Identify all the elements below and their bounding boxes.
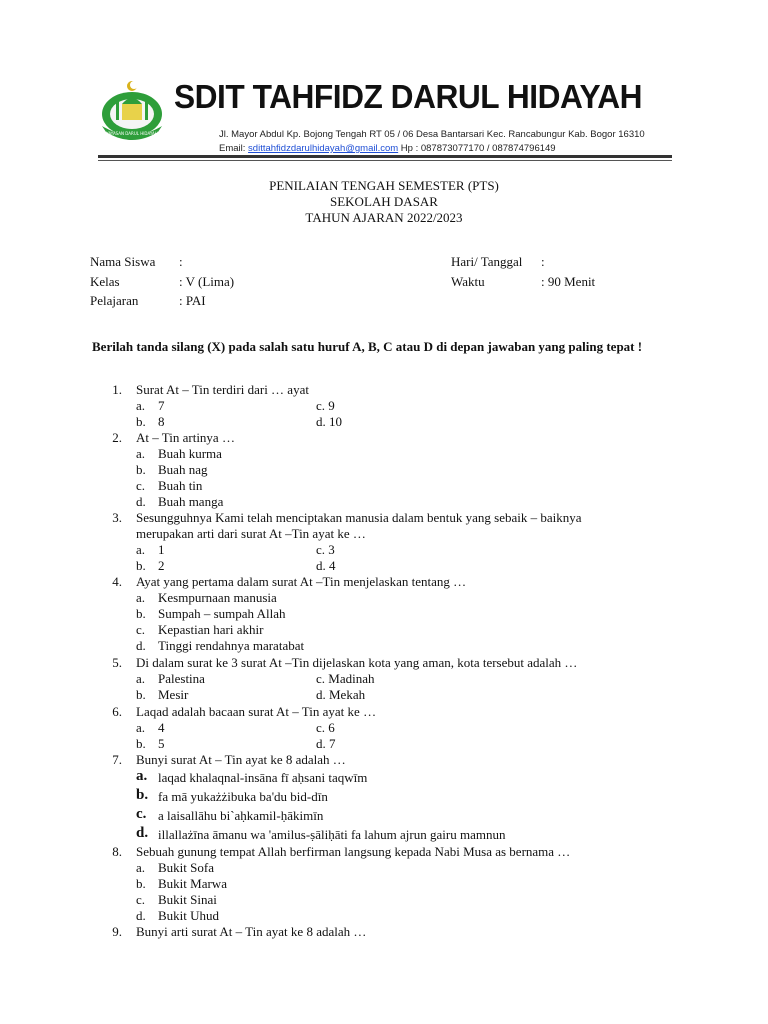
question-number: 4. — [112, 574, 122, 589]
header-divider-thin — [98, 160, 672, 161]
question-text: Di dalam surat ke 3 surat At –Tin dijelaskan kota yang aman, kota tersebut adalah … — [136, 655, 578, 670]
question-text: Ayat yang pertama dalam surat At –Tin menjelaskan tentang … — [136, 574, 467, 589]
option-text: 7 — [158, 398, 165, 413]
school-level: SEKOLAH DASAR — [330, 194, 438, 209]
option-letter-text[interactable] — [316, 414, 342, 430]
option-letter-text[interactable] — [316, 558, 336, 574]
question-number: 8. — [112, 844, 122, 859]
option-text: 4 — [158, 720, 165, 735]
option-letter-text[interactable] — [316, 671, 375, 687]
letterhead — [98, 70, 678, 160]
option-letter[interactable]: d. — [316, 558, 326, 573]
nama-value[interactable]: : — [179, 254, 183, 269]
kelas-value: : V (Lima) — [179, 274, 235, 289]
option-text: Kesmpurnaan manusia — [158, 590, 277, 605]
option-letter[interactable]: c. — [136, 806, 147, 822]
option-text: Buah manga — [158, 494, 224, 509]
question-number: 6. — [112, 704, 122, 719]
question-text: At – Tin artinya … — [136, 430, 235, 445]
option-text: Mekah — [329, 687, 366, 702]
option-letter[interactable]: a. — [136, 720, 146, 735]
option-text: illallażīna āmanu wa 'amilus-ṣāliḥāti fa lahum ajrun gairu mamnun — [158, 827, 506, 842]
option-text: Tinggi rendahnya maratabat — [158, 638, 305, 653]
option-letter[interactable]: a. — [136, 768, 148, 784]
option-letter[interactable]: a. — [136, 398, 146, 413]
option-text: 10 — [329, 414, 342, 429]
question-text: Sebuah gunung tempat Allah berfirman langsung kepada Nabi Musa as bernama … — [136, 844, 571, 859]
option-text: Bukit Marwa — [158, 876, 227, 891]
option-text: Sumpah – sumpah Allah — [158, 606, 286, 621]
question-text: Bunyi arti surat At – Tin ayat ke 8 adalah … — [136, 924, 367, 939]
option-text: Buah kurma — [158, 446, 222, 461]
email-label: Email: — [219, 143, 246, 154]
option-text: 6 — [328, 720, 335, 735]
option-text: 7 — [329, 736, 336, 751]
option-text: a laisallāhu bi`aḥkamil-ḥākimīn — [158, 808, 324, 823]
option-letter-text[interactable] — [316, 720, 335, 736]
option-text: 9 — [328, 398, 335, 413]
option-text: Kepastian hari akhir — [158, 622, 264, 637]
waktu-value: : 90 Menit — [541, 274, 596, 289]
option-text: 2 — [158, 558, 165, 573]
option-letter[interactable]: a. — [136, 671, 146, 686]
option-text: Buah nag — [158, 462, 208, 477]
option-letter[interactable]: d. — [316, 736, 326, 751]
option-letter[interactable]: b. — [136, 787, 149, 803]
option-text: Bukit Uhud — [158, 908, 220, 923]
option-letter-text[interactable] — [316, 542, 335, 558]
option-letter[interactable]: c. — [316, 398, 326, 413]
option-letter[interactable]: b. — [136, 558, 146, 573]
question-number: 9. — [112, 924, 122, 939]
question-number: 1. — [112, 382, 122, 397]
option-letter[interactable]: c. — [316, 542, 326, 557]
option-text: Mesir — [158, 687, 189, 702]
pelajaran-value: : PAI — [179, 293, 206, 308]
option-letter[interactable]: d. — [316, 687, 326, 702]
option-letter[interactable]: d. — [136, 908, 146, 923]
option-letter-text[interactable] — [316, 398, 335, 414]
option-letter[interactable]: b. — [136, 462, 146, 477]
option-text: 4 — [329, 558, 336, 573]
question-text-continued: merupakan arti dari surat At –Tin ayat ke … — [136, 526, 366, 541]
question-number: 3. — [112, 510, 122, 525]
question-text: Bunyi surat At – Tin ayat ke 8 adalah … — [136, 752, 346, 767]
header-divider-thick — [98, 155, 672, 158]
option-letter[interactable]: d. — [136, 494, 146, 509]
school-contact — [219, 143, 556, 154]
option-letter[interactable]: b. — [136, 606, 146, 621]
academic-year: TAHUN AJARAN 2022/2023 — [305, 210, 463, 225]
logo-ribbon-text: YAYASAN DARUL HIDAYAH — [106, 131, 158, 136]
phone-text: Hp : 087873077170 / 087874796149 — [400, 143, 556, 154]
email-link[interactable]: sdittahfidzdarulhidayah@gmail.com — [248, 143, 399, 154]
option-letter-text[interactable] — [316, 687, 365, 703]
question-text: Laqad adalah bacaan surat At – Tin ayat ke … — [136, 704, 377, 719]
question-text: Sesungguhnya Kami telah menciptakan manusia dalam bentuk yang sebaik – baiknya — [136, 510, 582, 525]
option-letter[interactable]: c. — [136, 622, 146, 637]
option-text: 5 — [158, 736, 165, 751]
option-letter[interactable]: a. — [136, 590, 146, 605]
option-text: Buah tin — [158, 478, 203, 493]
option-letter[interactable]: b. — [136, 687, 146, 702]
hari-label: Hari/ Tanggal — [451, 254, 523, 269]
option-letter[interactable]: a. — [136, 860, 146, 875]
school-address: Jl. Mayor Abdul Kp. Bojong Tengah RT 05 / 06 Desa Bantarsari Kec. Rancabungur Kab. Bogor 16310 — [219, 129, 645, 140]
pelajaran-label: Pelajaran — [90, 293, 139, 308]
option-letter[interactable]: a. — [136, 542, 146, 557]
question-text: Surat At – Tin terdiri dari … ayat — [136, 382, 309, 397]
option-letter[interactable]: d. — [136, 638, 146, 653]
option-text: fa mā yukażżibuka ba'du bid-dīn — [158, 789, 328, 804]
school-name: SDIT TAHFIDZ DARUL HIDAYAH — [174, 78, 643, 115]
option-text: 8 — [158, 414, 165, 429]
option-letter-text[interactable] — [316, 736, 336, 752]
option-letter[interactable]: c. — [316, 671, 326, 686]
instruction: Berilah tanda silang (X) pada salah satu huruf A, B, C atau D di depan jawaban yang paling tepat ! — [92, 339, 643, 354]
option-text: 1 — [158, 542, 165, 557]
question-number: 7. — [112, 752, 122, 767]
option-letter[interactable]: a. — [136, 446, 146, 461]
option-letter[interactable]: d. — [316, 414, 326, 429]
option-letter[interactable]: b. — [136, 736, 146, 751]
option-letter[interactable]: c. — [316, 720, 326, 735]
question-number: 5. — [112, 655, 122, 670]
option-letter[interactable]: d. — [136, 825, 149, 841]
option-letter[interactable]: c. — [136, 892, 146, 907]
hari-value[interactable]: : — [541, 254, 545, 269]
waktu-label: Waktu — [451, 274, 485, 289]
option-text: Bukit Sinai — [158, 892, 217, 907]
school-logo-icon — [98, 74, 166, 142]
question-number: 2. — [112, 430, 122, 445]
kelas-label: Kelas — [90, 274, 120, 289]
nama-label: Nama Siswa — [90, 254, 156, 269]
option-text: Madinah — [328, 671, 375, 686]
option-text: Bukit Sofa — [158, 860, 214, 875]
option-text: Palestina — [158, 671, 205, 686]
option-text: 3 — [328, 542, 335, 557]
option-letter[interactable]: b. — [136, 876, 146, 891]
option-letter[interactable]: b. — [136, 414, 146, 429]
option-letter[interactable]: c. — [136, 478, 146, 493]
option-text: laqad khalaqnal-insāna fī aḥsani taqwīm — [158, 770, 368, 785]
exam-title: PENILAIAN TENGAH SEMESTER (PTS) — [269, 178, 499, 193]
